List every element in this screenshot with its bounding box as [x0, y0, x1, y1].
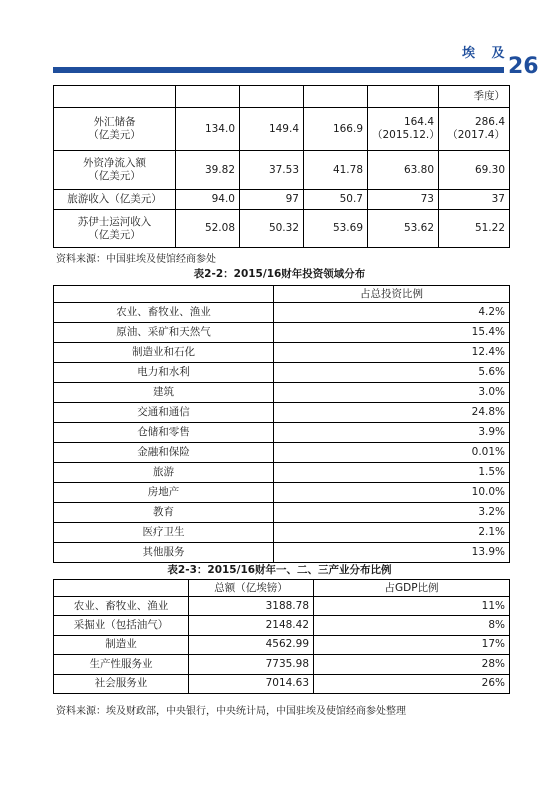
table-cell: 季度） — [439, 86, 510, 108]
row-label-line: 苏伊士运河收入 — [77, 215, 152, 228]
row-label-line: 外资净流入额 — [83, 157, 146, 169]
table-row — [54, 151, 510, 190]
row-label: 生产性服务业 — [54, 655, 189, 674]
table-cell: 5.6% — [274, 363, 510, 383]
row-label: 采掘业（包括油气） — [54, 616, 189, 635]
table-cell: 73 — [368, 190, 439, 210]
table-cell: 4562.99 — [189, 635, 314, 654]
table-cell: 149.4 — [240, 108, 304, 151]
table-cell: 51.22 — [439, 210, 510, 248]
table-cell: 52.08 — [176, 210, 240, 248]
table-row — [54, 523, 510, 543]
table-row — [54, 286, 510, 303]
table-cell — [304, 86, 368, 108]
row-label — [54, 210, 176, 248]
row-label: 其他服务 — [54, 543, 274, 563]
row-label: 电力和水利 — [54, 363, 274, 383]
table-row — [54, 580, 510, 597]
table-cell: 41.78 — [304, 151, 368, 190]
header-cell: 总额（亿埃镑） — [189, 580, 314, 597]
table-cell: 17% — [314, 635, 510, 654]
table-cell: 97 — [240, 190, 304, 210]
table-cell — [176, 86, 240, 108]
table-cell: 50.7 — [304, 190, 368, 210]
table-cell: 53.62 — [368, 210, 439, 248]
table-cell: 3.9% — [274, 423, 510, 443]
row-label: 社会服务业 — [54, 674, 189, 693]
industry-distribution-table — [53, 579, 510, 694]
table-row — [54, 483, 510, 503]
row-label-line: （亿美元） — [88, 129, 141, 141]
table-row — [54, 635, 510, 654]
table-cell: 3.2% — [274, 503, 510, 523]
header-cell: 占GDP比例 — [314, 580, 510, 597]
row-label: 仓储和零售 — [54, 423, 274, 443]
row-label: 原油、采矿和天然气 — [54, 323, 274, 343]
table-cell: 2148.42 — [189, 616, 314, 635]
table-cell: 13.9% — [274, 543, 510, 563]
cell-line: （2015.12.） — [372, 129, 440, 141]
table-cell: 94.0 — [176, 190, 240, 210]
table-row — [54, 363, 510, 383]
table-row — [54, 597, 510, 616]
table-row — [54, 503, 510, 523]
row-label: 建筑 — [54, 383, 274, 403]
row-label: 农业、畜牧业、渔业 — [54, 597, 189, 616]
header-cell — [54, 286, 274, 303]
table-cell: 69.30 — [439, 151, 510, 190]
table-row — [54, 463, 510, 483]
table-cell: 37 — [439, 190, 510, 210]
table-row — [54, 86, 510, 108]
table-row — [54, 108, 510, 151]
table-cell: 50.32 — [240, 210, 304, 248]
row-label: 旅游收入（亿美元） — [54, 190, 176, 210]
row-label-line: （亿美元） — [88, 170, 141, 182]
header-cell — [54, 580, 189, 597]
row-label: 农业、畜牧业、渔业 — [54, 303, 274, 323]
table-row — [54, 210, 510, 248]
table-cell: 3188.78 — [189, 597, 314, 616]
table3-source: 资料来源：埃及财政部，中央银行，中央统计局，中国驻埃及使馆经商参处整理 — [56, 706, 406, 717]
table-row — [54, 443, 510, 463]
table-cell — [368, 86, 439, 108]
table-cell: 4.2% — [274, 303, 510, 323]
header-country: 埃 及 — [462, 46, 511, 61]
table-cell: 7014.63 — [189, 674, 314, 693]
table-cell: 10.0% — [274, 483, 510, 503]
table-row — [54, 543, 510, 563]
row-label: 交通和通信 — [54, 403, 274, 423]
table-row — [54, 323, 510, 343]
row-label: 制造业和石化 — [54, 343, 274, 363]
table-row — [54, 303, 510, 323]
page-number: 26 — [508, 54, 539, 79]
row-label: 旅游 — [54, 463, 274, 483]
investment-distribution-table — [53, 285, 510, 563]
table-row — [54, 383, 510, 403]
row-label-line: 外汇储备 — [93, 116, 136, 128]
table-cell — [54, 86, 176, 108]
table-row — [54, 423, 510, 443]
table-cell: 39.82 — [176, 151, 240, 190]
row-label-line: （亿美元） — [88, 228, 141, 241]
table-row — [54, 616, 510, 635]
row-label — [54, 151, 176, 190]
table3-caption: 表2-3：2015/16财年一、二、三产业分布比例 — [167, 564, 392, 576]
row-label: 教育 — [54, 503, 274, 523]
economic-indicators-table — [53, 85, 510, 248]
table-cell: 8% — [314, 616, 510, 635]
table-cell — [439, 108, 510, 151]
table-cell: 2.1% — [274, 523, 510, 543]
row-label: 房地产 — [54, 483, 274, 503]
table-row — [54, 403, 510, 423]
table-cell — [240, 86, 304, 108]
table-cell: 15.4% — [274, 323, 510, 343]
table-cell: 11% — [314, 597, 510, 616]
cell-line: 164.4 — [403, 116, 434, 128]
table-cell: 37.53 — [240, 151, 304, 190]
table-cell: 24.8% — [274, 403, 510, 423]
table2-caption: 表2-2：2015/16财年投资领域分布 — [193, 268, 366, 280]
header-rule — [53, 67, 504, 73]
table-cell: 63.80 — [368, 151, 439, 190]
row-label: 医疗卫生 — [54, 523, 274, 543]
table-cell: 28% — [314, 655, 510, 674]
table1-source: 资料来源：中国驻埃及使馆经商参处 — [56, 254, 216, 265]
table-cell: 53.69 — [304, 210, 368, 248]
table-cell — [368, 108, 439, 151]
header-cell: 占总投资比例 — [274, 286, 510, 303]
table-row — [54, 655, 510, 674]
row-label — [54, 108, 176, 151]
table-cell: 166.9 — [304, 108, 368, 151]
table-row — [54, 190, 510, 210]
table-row — [54, 343, 510, 363]
row-label: 金融和保险 — [54, 443, 274, 463]
table-cell: 134.0 — [176, 108, 240, 151]
table-cell: 0.01% — [274, 443, 510, 463]
row-label: 制造业 — [54, 635, 189, 654]
table-cell: 12.4% — [274, 343, 510, 363]
table-cell: 7735.98 — [189, 655, 314, 674]
cell-line: 286.4 — [474, 116, 505, 128]
table-cell: 1.5% — [274, 463, 510, 483]
cell-line: （2017.4） — [447, 129, 505, 141]
table-cell: 26% — [314, 674, 510, 693]
table-row — [54, 674, 510, 693]
table-cell: 3.0% — [274, 383, 510, 403]
